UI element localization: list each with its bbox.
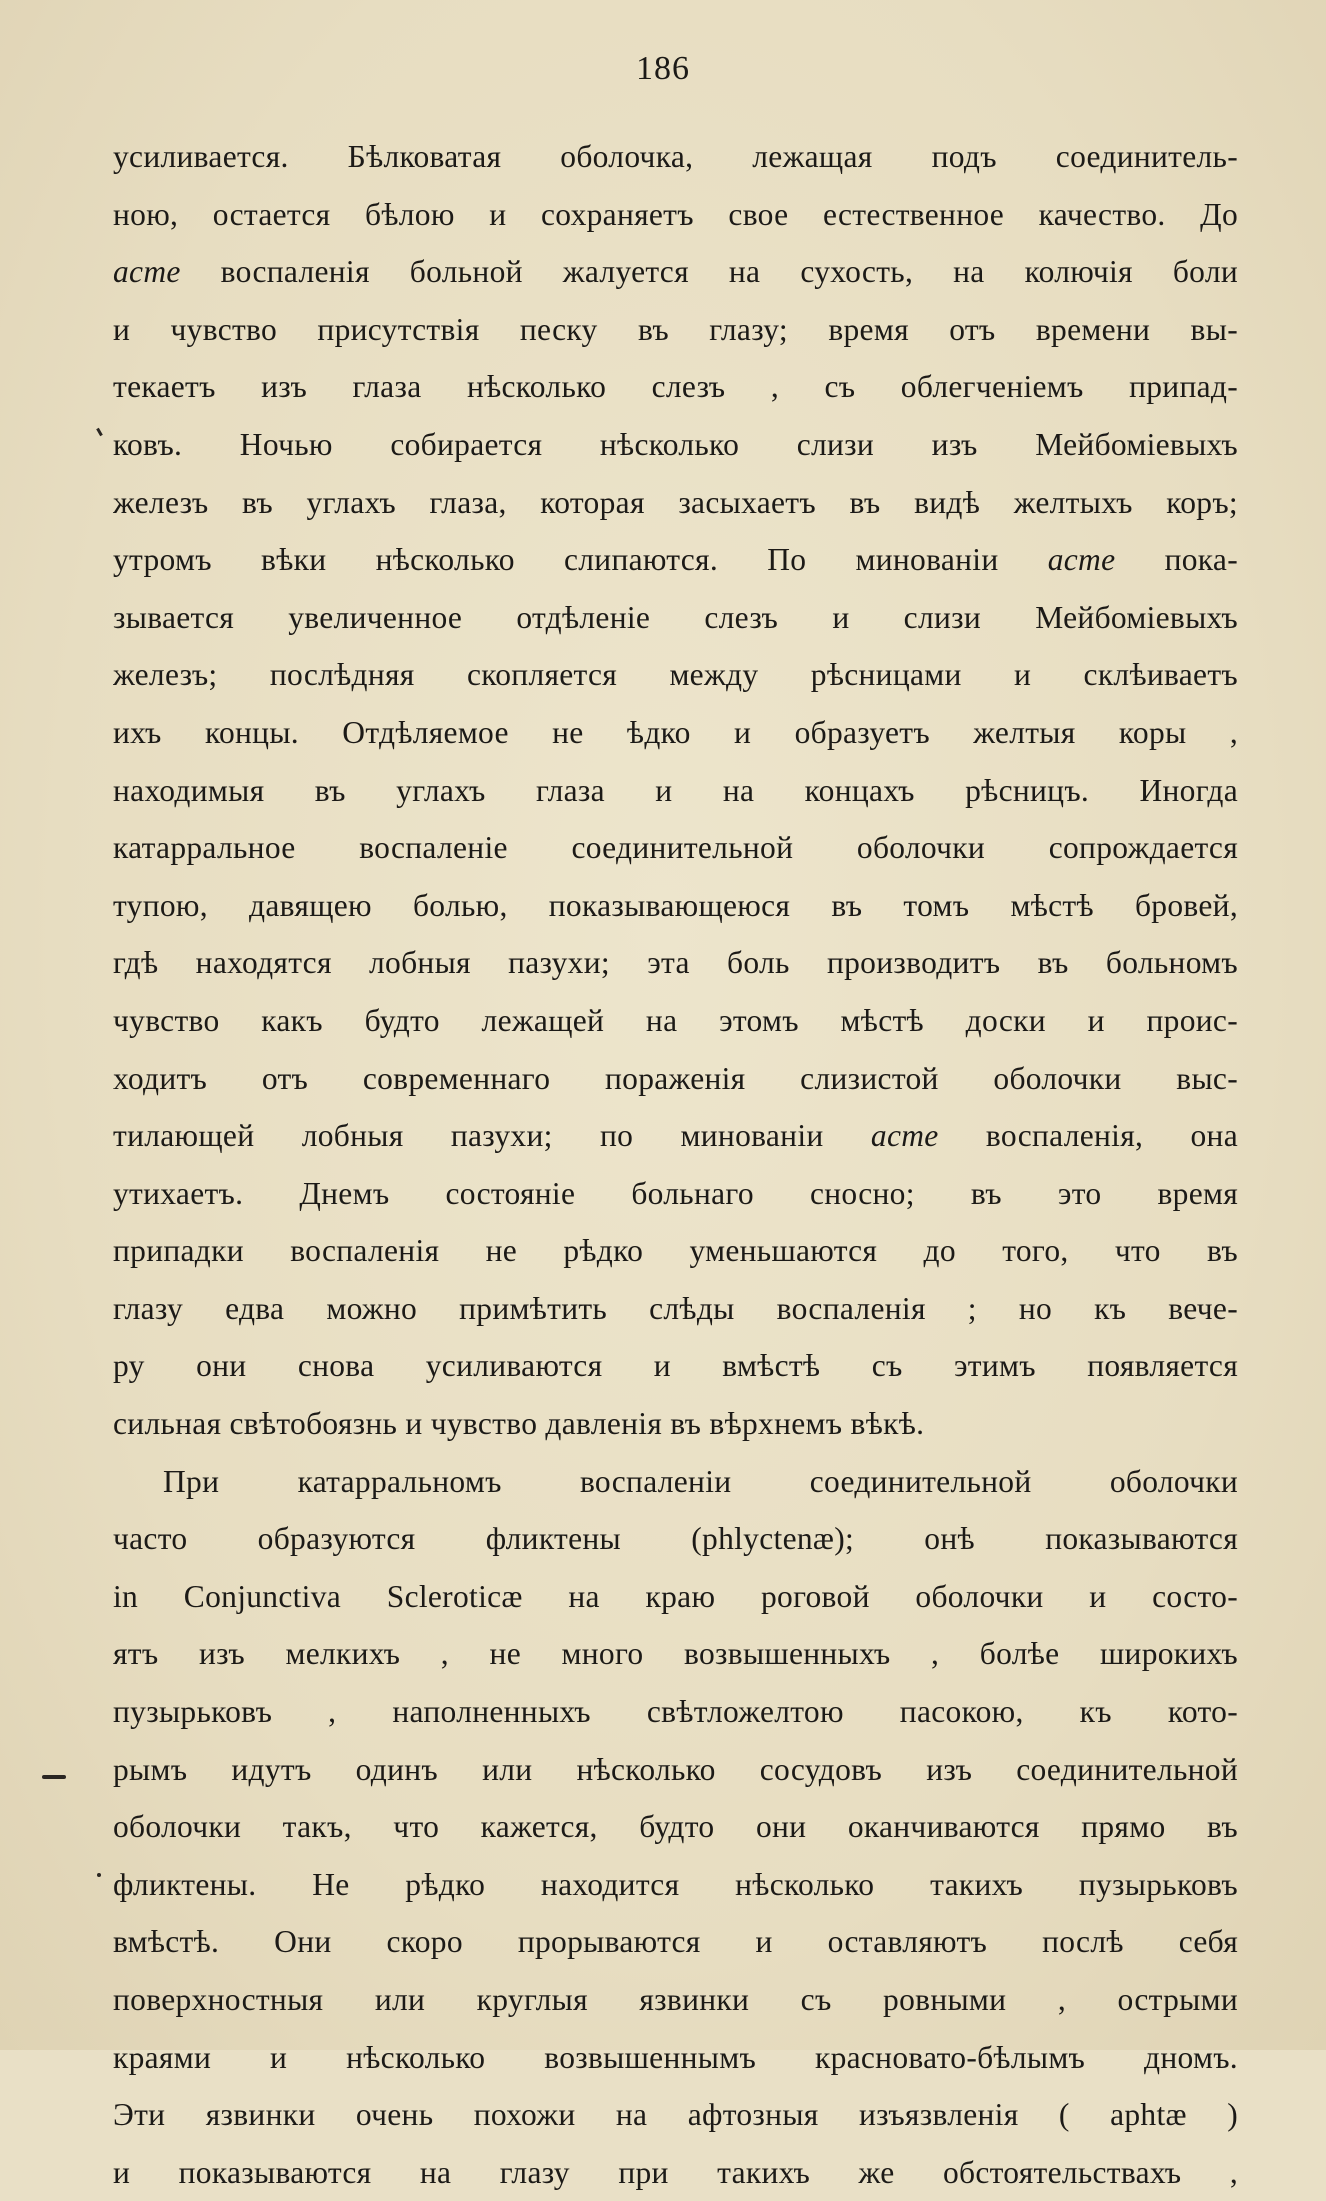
text-segment: утромъ вѣки нѣсколько слипаются. По минованіи <box>113 542 1048 578</box>
text-line <box>113 1856 1238 1914</box>
text-line <box>113 1683 1238 1741</box>
margin-dash-mark <box>42 1775 66 1779</box>
text-segment: ихъ концы. Отдѣляемое не ѣдко и образуетъ желтыя коры , <box>113 714 1238 750</box>
margin-dot-mark <box>97 1873 101 1877</box>
text-line <box>113 1971 1238 2029</box>
text-line <box>113 1050 1238 1108</box>
text-segment: катарральное воспаленіе соединительной оболочки сопрождается <box>113 830 1238 866</box>
text-line <box>113 646 1238 704</box>
text-line <box>113 2029 1238 2087</box>
body-text <box>113 128 1238 2201</box>
text-segment: поверхностныя или круглыя язвинки съ ровными , острыми <box>113 1982 1238 2017</box>
text-segment: и показываются на глазу при такихъ же обстоятельствахъ , <box>113 2154 1238 2190</box>
text-line <box>113 704 1238 762</box>
text-line <box>113 128 1238 186</box>
text-segment: усиливается. Бѣлковатая оболочка, лежащая подъ соединитель- <box>113 139 1238 174</box>
italic-term: acme <box>113 254 181 290</box>
italic-term: acme <box>1047 542 1116 578</box>
text-segment: пока- <box>1115 542 1238 578</box>
text-line <box>113 1453 1238 1511</box>
text-line <box>113 531 1238 589</box>
text-segment: рымъ идутъ одинъ или нѣсколько сосудовъ изъ соединительной <box>113 1751 1238 1787</box>
text-segment: краями и нѣсколько возвышеннымъ красновато-бѣлымъ дномъ. <box>113 2039 1238 2075</box>
italic-term: acme <box>870 1118 939 1154</box>
text-line <box>113 1798 1238 1856</box>
text-segment: зывается увеличенное отдѣленіе слезъ и слизи Мейбоміевыхъ <box>113 599 1238 635</box>
text-segment: гдѣ находятся лобныя пазухи; эта боль производитъ въ больномъ <box>113 945 1238 981</box>
text-segment: находимыя въ углахъ глаза и на концахъ рѣсницъ. Иногда <box>113 772 1238 808</box>
text-line <box>113 1280 1238 1338</box>
text-line <box>113 1395 1238 1453</box>
page-number: 186 <box>636 50 690 87</box>
text-segment: воспаленія больной жалуется на сухость, на колючія боли <box>180 254 1238 290</box>
text-segment: вмѣстѣ. Они скоро прорываются и оставляютъ послѣ себя <box>113 1924 1238 1960</box>
text-line <box>113 934 1238 992</box>
text-line <box>113 1337 1238 1395</box>
text-line <box>113 2086 1238 2144</box>
text-segment: тилающей лобныя пазухи; по минованіи <box>113 1118 871 1154</box>
text-line <box>113 2144 1238 2201</box>
text-segment: припадки воспаленія не рѣдко уменьшаются до того, что въ <box>113 1233 1238 1269</box>
text-segment: тупою, давящею болью, показывающеюся въ томъ мѣстѣ бровей, <box>113 887 1238 923</box>
text-segment: ятъ изъ мелкихъ , не много возвышенныхъ , болѣе широкихъ <box>113 1636 1238 1672</box>
text-segment: Эти язвинки очень похожи на афтозныя изъязвленія ( aphtæ ) <box>113 2097 1238 2133</box>
text-segment: сильная свѣтобоязнь и чувство давленія въ вѣрхнемъ вѣкѣ. <box>113 1406 925 1442</box>
text-line <box>113 1165 1238 1223</box>
text-line <box>113 416 1238 474</box>
margin-tick-mark <box>96 428 103 436</box>
text-segment: железъ; послѣдняя скопляется между рѣсницами и склѣиваетъ <box>113 657 1238 693</box>
text-line <box>113 301 1238 359</box>
text-segment: железъ въ углахъ глаза, которая засыхаетъ въ видѣ желтыхъ коръ; <box>113 484 1238 520</box>
text-line <box>113 1107 1238 1165</box>
text-line <box>113 243 1238 301</box>
text-segment: ру они снова усиливаются и вмѣстѣ съ этимъ появляется <box>113 1348 1238 1384</box>
text-segment: фликтены. Не рѣдко находится нѣсколько такихъ пузырьковъ <box>113 1866 1238 1902</box>
text-segment: ковъ. Ночью собирается нѣсколько слизи изъ Мейбоміевыхъ <box>113 426 1238 462</box>
text-line <box>113 819 1238 877</box>
paragraph-2 <box>113 1453 1238 2201</box>
text-segment: ходитъ отъ современнаго пораженія слизистой оболочки выс- <box>113 1060 1238 1096</box>
text-segment: При катарральномъ воспаленіи соединительной оболочки <box>163 1463 1238 1499</box>
text-segment: оболочки такъ, что кажется, будто они оканчиваются прямо въ <box>113 1809 1238 1845</box>
text-line <box>113 1741 1238 1799</box>
text-segment: текаетъ изъ глаза нѣсколько слезъ , съ облегченіемъ припад- <box>113 369 1238 405</box>
text-segment: глазу едва можно примѣтить слѣды воспаленія ; но къ вече- <box>113 1290 1238 1326</box>
text-segment: ною, остается бѣлою и сохраняетъ свое естественное качество. До <box>113 196 1238 232</box>
text-line <box>113 589 1238 647</box>
text-line <box>113 762 1238 820</box>
text-segment: часто образуются фликтены (phlyctenæ); онѣ показываются <box>113 1521 1238 1557</box>
text-segment: пузырьковъ , наполненныхъ свѣтложелтою пасокою, къ кото- <box>113 1694 1238 1730</box>
text-line <box>113 1625 1238 1683</box>
text-line <box>113 1510 1238 1568</box>
text-segment: воспаленія, она <box>938 1118 1238 1154</box>
text-line <box>113 1568 1238 1626</box>
text-line <box>113 358 1238 416</box>
text-line <box>113 992 1238 1050</box>
text-segment: чувство какъ будто лежащей на этомъ мѣстѣ доски и проис- <box>113 1002 1238 1038</box>
text-line <box>113 877 1238 935</box>
text-segment: утихаетъ. Днемъ состояніе больнаго сносно; въ это время <box>113 1175 1238 1211</box>
text-line <box>113 474 1238 532</box>
text-line <box>113 186 1238 244</box>
text-segment: и чувство присутствія песку въ глазу; время отъ времени вы- <box>113 311 1238 347</box>
text-line <box>113 1222 1238 1280</box>
text-line <box>113 1913 1238 1971</box>
paragraph-1 <box>113 128 1238 1453</box>
text-segment: in Conjunctiva Scleroticæ на краю роговой оболочки и состо- <box>113 1578 1238 1614</box>
